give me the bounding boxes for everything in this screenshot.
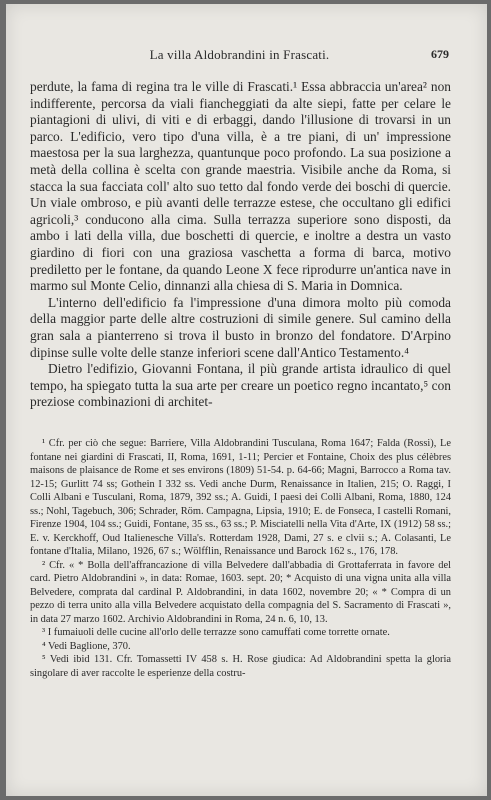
paragraph-3: Dietro l'edifizio, Giovanni Fontana, il più grande artista idraulico di quel tempo, ha spiegato tutta la sua arte per creare un poetico regno incantato,⁵ con preziose combinazioni di architet- [30,361,451,410]
paragraph-2: L'interno dell'edificio fa l'impressione d'una dimora molto più comoda della maggior parte delle altre costruzioni di simile genere. Sul camino della gran sala a pianterreno si trova il busto in bronzo del fondatore. D'Arpino dipinse sulle volte delle stanze inferiori scene dall'Antico Testamento.⁴ [30,294,451,360]
page-header [30,47,449,65]
footnotes [30,437,451,680]
book-page [6,4,487,796]
main-text [30,79,451,411]
footnote-1: ¹ Cfr. per ciò che segue: Barriere, Villa Aldobrandini Tusculana, Roma 1647; Falda (Rossi), Le fontane nei giardini di Frascati, II, Roma, 1691, 1-11; Percier et Fontaine, Choix des plus célèbres maisons de plaisance de Rome et ses environs (1809) 51-54. p. 64-66; Magni, Barrocco a Roma tav. 12-15; Gurlitt 74 ss; Gothein I 332 ss. Vedi anche Durm, Renaissance in Italien, 215; O. Raggi, I Colli Albani e Tusculani, Roma, 1879, 392 ss.; A. Guidi, I paesi dei Colli Albani, Roma, 1880, 124 ss.; Nohl, Tagebuch, 306; Schrader, Röm. Campagna, Lipsia, 1910; E. de Fonseca, I castelli Romani, Firenze 1904, 104 ss.; Guidi, Fontane, 35 ss., 63 ss.; P. Misciatelli nella Vita d'Arte, IX (1912) 58 ss.; E. v. Kerckhoff, Oud Italienesche Villa's. Rotterdam 1928, Dami, 27 s. e clvii s.; A. Colasanti, Le fontane d'Italia, Milano, 1926, 67 s.; Wölfflin, Renaissance und Barock 162 s., 176, 178. [30,438,451,557]
paragraph-1: perdute, la fama di regina tra le ville di Frascati.¹ Essa abbraccia un'area² non indifferente, percorsa da viali fiancheggiati da alte siepi, fatte per celare le piantagioni di ulivi, di viti e di erbaggi, dando l'illusione di trovarsi in un parco. L'edificio, vero tipo d'una villa, è a tre piani, di un' impressione maestosa per la sua larghezza, quantunque poco profondo. La sua posizione a metà della collina è scelta con grande maestria. Visibile anche da Roma, si stacca la sua facciata coll' alto suo tetto dal fondo verde dei boschi di quercie. Un viale ombroso, e più avanti delle terrazze estese, che occultano gli edifici agricoli,³ conducono alla cima. Sulla terrazza superiore sono disposti, da ambo i lati della villa, due boschetti di quercie, e inoltre a destra un vasto giardino di fiori con una graziosa vaschetta a forma di barca, motivo prediletto per le fontane, da quando Leone X fece riprodurre un'antica nave in marmo sul Monte Celio, dinnanzi alla chiesa di S. Maria in Domnica. [30,79,451,294]
footnote-3: ³ I fumaiuoli delle cucine all'orlo delle terrazze sono camuffati come torrette ornate. [42,627,390,638]
footnote-5: ⁵ Vedi ibid 131. Cfr. Tomassetti IV 458 s. H. Rose giudica: Ad Aldobrandini spetta la gloria singolare di aver raccolte le esperienze della costru- [30,654,451,679]
footnote-4: ⁴ Vedi Baglione, 370. [42,640,131,652]
page-number: 679 [431,47,449,61]
running-title: La villa Aldobrandini in Frascati. [149,47,330,62]
footnote-2: ² Cfr. « * Bolla dell'affrancazione di villa Belvedere dall'abbadia di Grottaferrata in favore del card. Pietro Aldobrandini », in data: Romae, 1603. sept. 20; * Acquisto di una vigna unita alla villa Belvedere, comprata dal cardinal P. Aldobrandini, in data 1602, novembre 20; « * Compra di un pezzo di terra unito alla villa Belvedere acquistato della compagnia del S. Sacramento di Frascati », in data 27 marzo 1602. Archivio Aldobrandini in Roma, 24 n. 6, 10, 13. [30,559,451,625]
